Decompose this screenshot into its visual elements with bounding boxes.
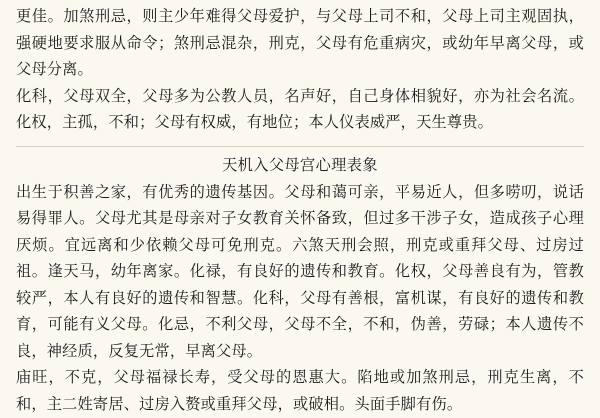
paragraph-clipped-container <box>16 365 584 418</box>
paragraph: 化科，父母双全，父母多为公教人员，名声好，自己身体相貌好，亦为社会名流。化权，主孤，不和；父母有权威，有地位；本人仪表威严，天生尊贵。 <box>16 84 584 137</box>
paragraph: 出生于积善之家，有优秀的遗传基因。父母和蔼可亲，平易近人，但多唠叨，说话易得罪人。父母尤其是母亲对子女教育关怀备致，但过多干涉子女，造成孩子心理厌烦。宜远离和少依赖父母可免刑克。六煞天刑会照，刑克或重拜父母、过房过祖。逢天马，幼年离家。化禄，有良好的遗传和教育。化权，父母善良有为，管教较严，本人有良好的遗传和智慧。化科，父母有善根，富机谋，有良好的遗传和教育，可能有义父母。化忌，不利父母，父母不全，不和，伪善，劳碌；本人遗传不良，神经质，反复无常，早离父母。 <box>16 180 584 366</box>
section-title: 天机入父母宫心理表象 <box>16 153 584 179</box>
paragraph: 庙旺，不克，父母福禄长寿，受父母的恩惠大。陷地或加煞刑忌，刑克生离，不和，主二姓寄居、过房入赘或重拜父母，或破相。头面手脚有伤。 <box>16 365 584 418</box>
paragraph: 更佳。加煞刑忌，则主少年难得父母爱护，与父母上司不和，父母上司主观固执，强硬地要求服从命令；煞刑忌混杂，刑克，父母有危重病灾，或幼年早离父母，或父母分离。 <box>16 4 584 84</box>
section-divider <box>16 146 584 147</box>
section-tianji <box>16 153 584 418</box>
top-section <box>16 4 584 137</box>
